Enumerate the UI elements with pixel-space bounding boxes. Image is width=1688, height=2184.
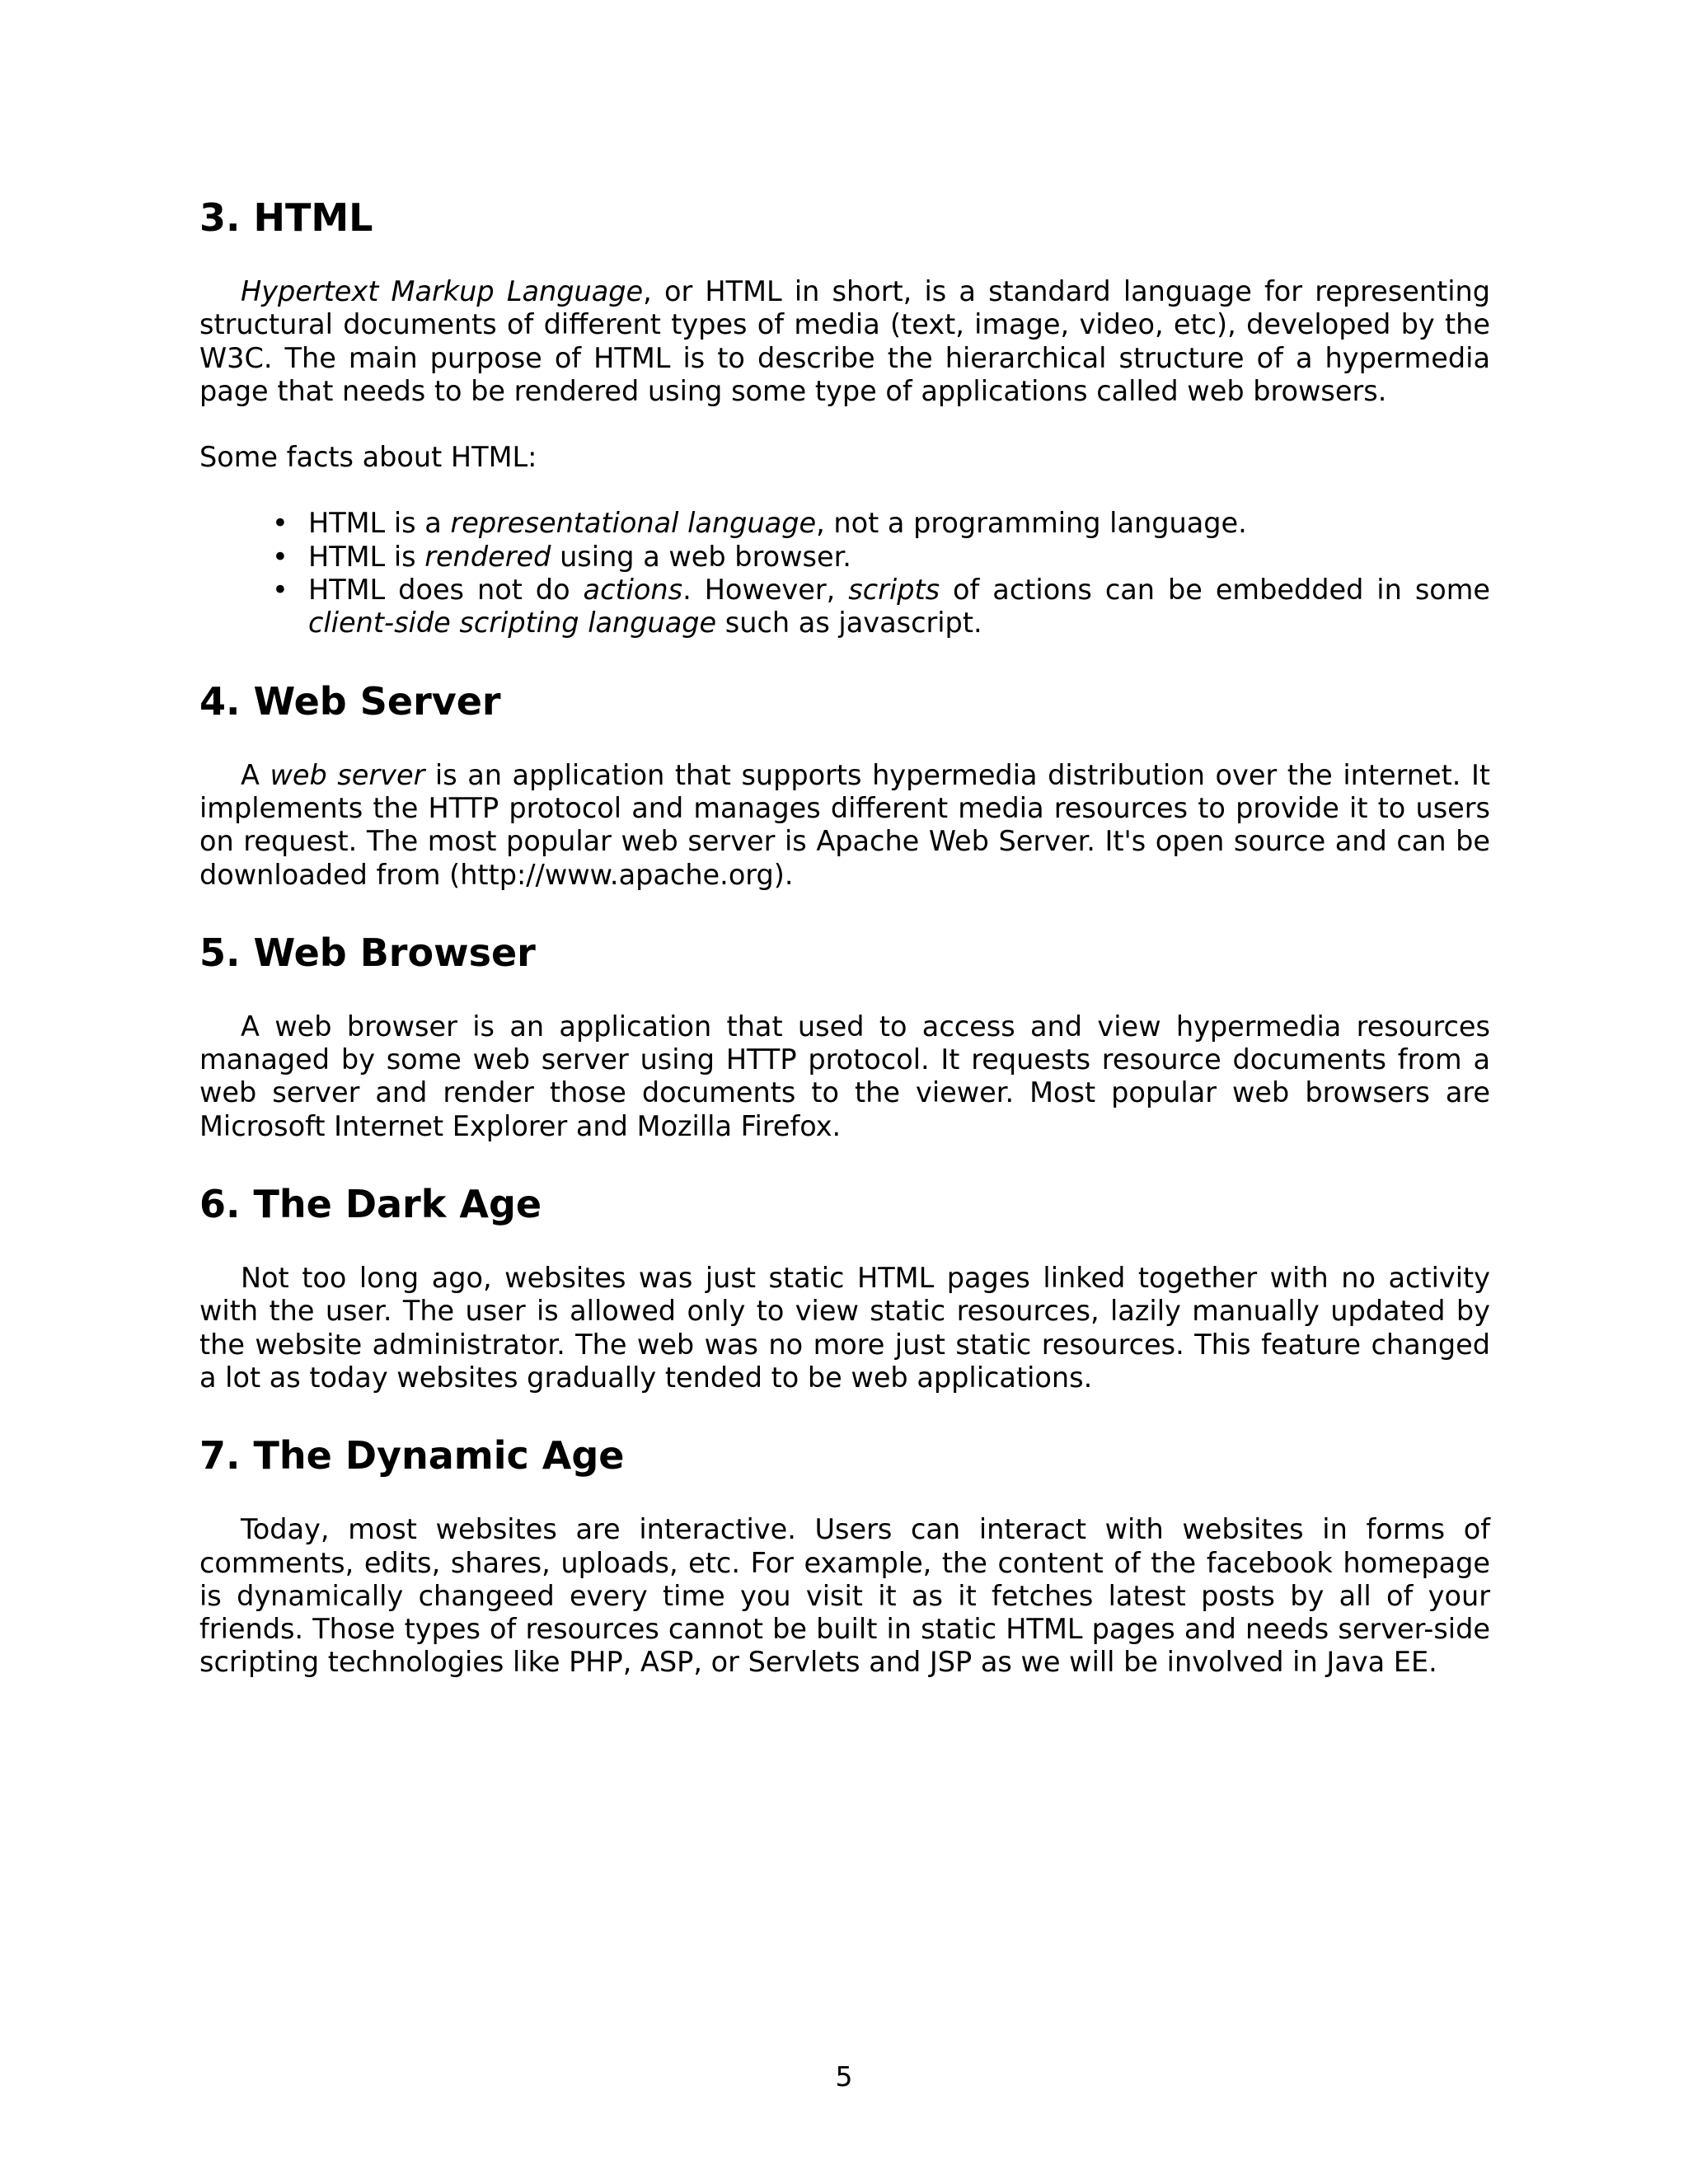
web-browser-paragraph: A web browser is an application that used to access and view hypermedia resources managed by some web server using HTTP protocol. It requests resource documents from a web server and render those documents to the viewer. Most popular web browsers are Microsoft Internet Explorer and Mozilla Firefox. [199,1010,1490,1142]
section-title-dynamic-age: 7. The Dynamic Age [199,1433,625,1479]
list-item: • HTML is rendered using a web browser. [272,540,851,573]
page-number: 5 [835,2060,853,2093]
html-facts-list [199,507,1490,640]
html-paragraph [199,275,1490,408]
bullet-icon: • [272,507,288,540]
list-item: • HTML does not do actions. However, scripts of actions can be embedded in some client-side scripting language such as javascript. [272,574,1491,640]
list-item: • HTML is a representational language, not a programming language. [272,507,1247,540]
web-server-paragraph: A web server is an application that supports hypermedia distribution over the internet. It implements the HTTP protocol and manages different media resources to provide it to users on request. The most popular web server is Apache Web Server. It's open source and can be downloaded from (http://www.apache.org). [199,758,1490,891]
html-paragraph-text: , or HTML in short, is a standard language for representing structural documents of different types of media (text, image, video, etc), developed by the W3C. The main purpose of HTML is to describe the hierarchical structure of a hypermedia page that needs to be rendered using some type of applications called web browsers. [199,275,1491,407]
html-facts-intro: Some facts about HTML: [199,441,537,474]
section-title-web-browser: 5. Web Browser [199,930,536,975]
section-title-html: 3. HTML [199,195,373,240]
dynamic-age-paragraph: Today, most websites are interactive. Users can interact with websites in forms of comments, edits, shares, uploads, etc. For example, the content of the facebook homepage is dynamically changeed every time you visit it as it fetches latest posts by all of your friends. Those types of resources cannot be built in static HTML pages and needs server-side scripting technologies like PHP, ASP, or Servlets and JSP as we will be involved in Java EE. [199,1513,1490,1679]
dark-age-paragraph: Not too long ago, websites was just static HTML pages linked together with no activity with the user. The user is allowed only to view static resources, lazily manually updated by the website administrator. The web was no more just static resources. This feature changed a lot as today websites gradually tended to be web applications. [199,1262,1490,1394]
section-title-web-server: 4. Web Server [199,678,501,724]
document-page [199,194,1490,1680]
bullet-icon: • [272,540,288,573]
section-title-dark-age: 6. The Dark Age [199,1182,542,1227]
bullet-icon: • [272,574,288,607]
html-paragraph-emphasis: Hypertext Markup Language [241,275,644,307]
